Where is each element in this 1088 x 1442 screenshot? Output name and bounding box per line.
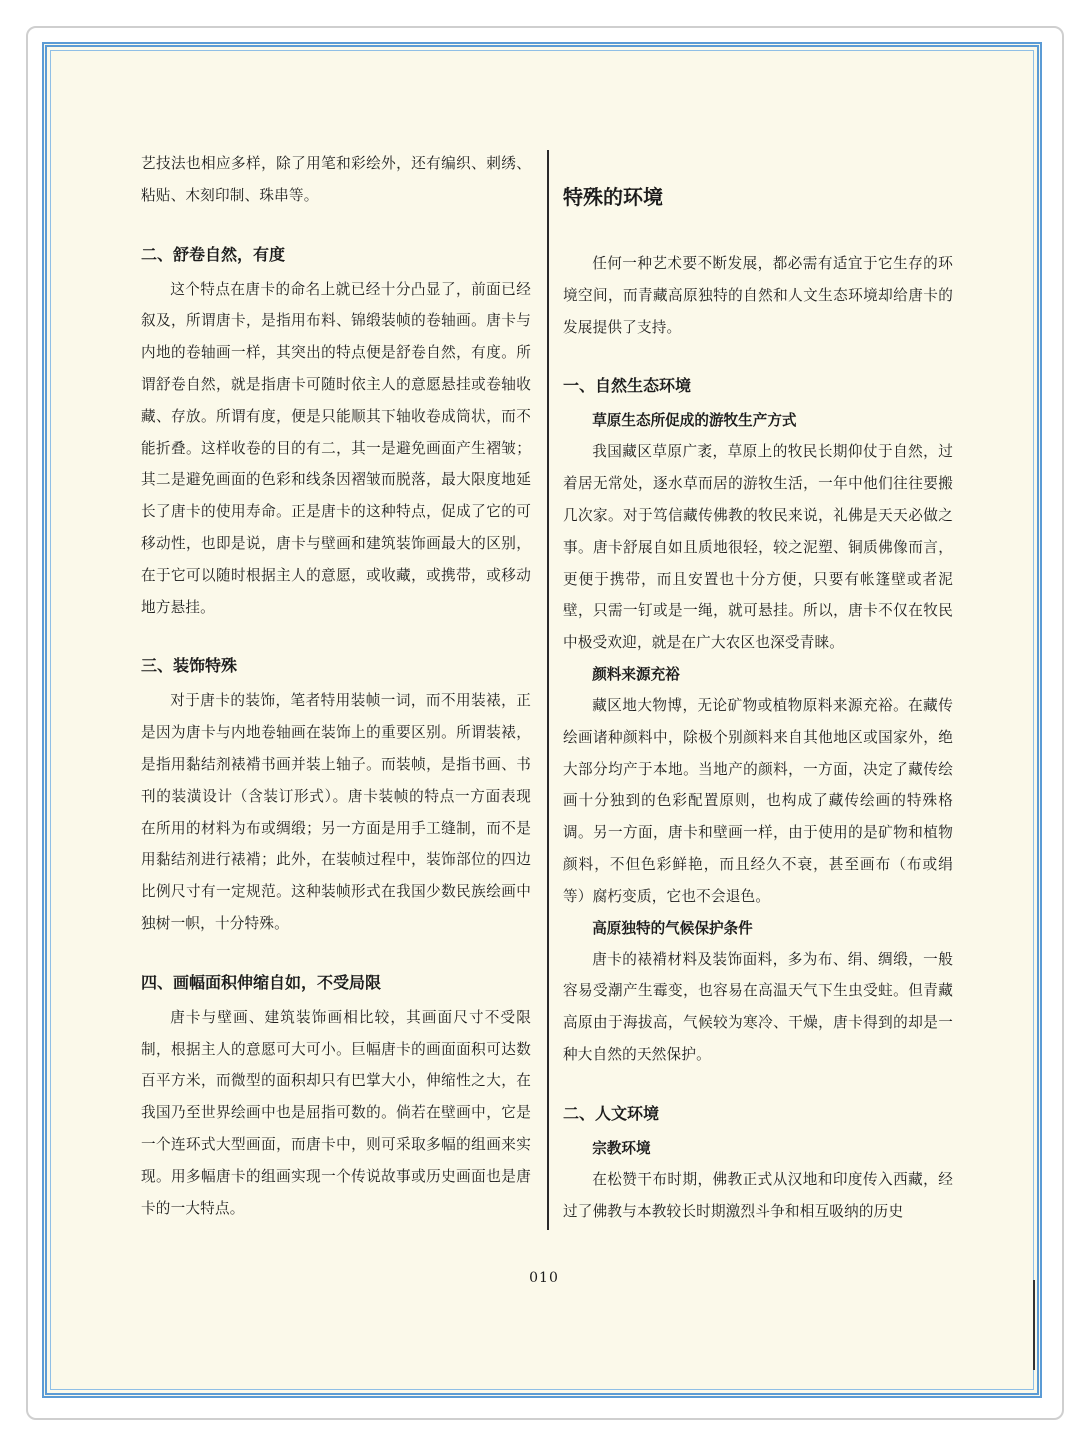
page-number: 010 bbox=[529, 1270, 559, 1286]
section-zhuangshi-paragraph: 对于唐卡的装饰，笔者特用装帧一词，而不用装裱，正是因为唐卡与内地卷轴画在装饰上的重要区别。所谓装裱，是指用黏结剂裱褙书画并装上轴子。而装帧，是指书画、书刊的装潢设计（含装订形式）。唐卡装帧的特点一方面表现在所用的材料为布或绸缎；另一方面是用手工缝制，而不是用黏结剂进行裱褙；此外，在装帧过程中，装饰部位的四边比例尺寸有一定规范。这种装帧形式在我国少数民族绘画中独树一帜，十分特殊。 bbox=[141, 692, 531, 932]
section-heading-huafu: 四、画幅面积伸缩自如，不受局限 bbox=[141, 972, 382, 992]
right-column bbox=[563, 148, 953, 1227]
chapter-title: 特殊的环境 bbox=[563, 185, 663, 209]
youmu-paragraph: 我国藏区草原广袤，草原上的牧民长期仰仗于自然，过着居无常处，逐水草而居的游牧生活，一年中他们往往要搬几次家。对于笃信藏传佛教的牧民来说，礼佛是天天必做之事。唐卡舒展自如且质地很轻，较之泥塑、铜质佛像而言，更便于携带，而且安置也十分方便，只要有帐篷壁或者泥壁，只需一钉或是一绳，就可悬挂。所以，唐卡不仅在牧民中极受欢迎，就是在广大农区也深受青睐。 bbox=[563, 443, 953, 652]
section-heading-shujuan: 二、舒卷自然，有度 bbox=[141, 244, 286, 264]
section-shujuan-paragraph: 这个特点在唐卡的命名上就已经十分凸显了，前面已经叙及，所谓唐卡，是指用布料、锦缎装帧的卷轴画。唐卡与内地的卷轴画一样，其突出的特点便是舒卷自然，有度。所谓舒卷自然，就是指唐卡可随时依主人的意愿悬挂或卷轴收藏、存放。所谓有度，便是只能顺其下轴收卷成筒状，而不能折叠。这样收卷的目的有二，其一是避免画面产生褶皱；其二是避免画面的色彩和线条因褶皱而脱落，最大限度地延长了唐卡的使用寿命。正是唐卡的这种特点，促成了它的可移动性，也即是说，唐卡与壁画和建筑装饰画最大的区别，在于它可以随时根据主人的意愿，或收藏，或携带，或移动地方悬挂。 bbox=[141, 280, 531, 616]
qihou-paragraph: 唐卡的裱褙材料及装饰面料，多为布、绢、绸缎，一般容易受潮产生霉变，也容易在高温天气下生虫受蛀。但青藏高原由于海拔高，气候较为寒冷、干燥，唐卡得到的却是一种大自然的天然保护。 bbox=[563, 950, 953, 1063]
section-heading-zhuangshi: 三、装饰特殊 bbox=[141, 656, 238, 676]
column-divider bbox=[547, 150, 549, 1230]
section-heading-renwen: 二、人文环境 bbox=[563, 1103, 660, 1123]
left-intro-paragraph: 艺技法也相应多样，除了用笔和彩绘外，还有编织、刺绣、粘贴、木刻印制、珠串等。 bbox=[141, 155, 531, 204]
subheading-zongjiao: 宗教环境 bbox=[592, 1139, 651, 1157]
zongjiao-paragraph: 在松赞干布时期，佛教正式从汉地和印度传入西藏，经过了佛教与本教较长时期激烈斗争和相互吸纳的历史 bbox=[563, 1170, 953, 1220]
section-huafu-paragraph: 唐卡与壁画、建筑装饰画相比较，其画面尺寸不受限制，根据主人的意愿可大可小。巨幅唐卡的画面面积可达数百平方米，而微型的面积却只有巴掌大小，伸缩性之大，在我国乃至世界绘画中也是屈指可数的。倘若在壁画中，它是一个连环式大型画面，而唐卡中，则可采取多幅的组画来实现。用多幅唐卡的组画实现一个传说故事或历史画面也是唐卡的一大特点。 bbox=[141, 1008, 531, 1217]
subheading-qihou: 高原独特的气候保护条件 bbox=[592, 919, 753, 937]
subheading-youmu: 草原生态所促成的游牧生产方式 bbox=[592, 412, 797, 430]
yanliao-paragraph: 藏区地大物博，无论矿物或植物原料来源充裕。在藏传绘画诸种颜料中，除极个别颜料来自其他地区或国家外，绝大部分均产于本地。当地产的颜料，一方面，决定了藏传绘画十分独到的色彩配置原则，也构成了藏传绘画的特殊格调。另一方面，唐卡和壁画一样，由于使用的是矿物和植物颜料，不但色彩鲜艳，而且经久不衰，甚至画布（布或绢等）腐朽变质，它也不会退色。 bbox=[563, 696, 953, 905]
chapter-intro-paragraph: 任何一种艺术要不断发展，都必需有适宜于它生存的环境空间，而青藏高原独特的自然和人文生态环境却给唐卡的发展提供了支持。 bbox=[563, 255, 953, 336]
scan-edge-mark bbox=[1033, 1280, 1035, 1370]
subheading-yanliao: 颜料来源充裕 bbox=[592, 665, 680, 683]
left-column bbox=[141, 148, 531, 1224]
section-heading-ziran: 一、自然生态环境 bbox=[563, 376, 692, 396]
